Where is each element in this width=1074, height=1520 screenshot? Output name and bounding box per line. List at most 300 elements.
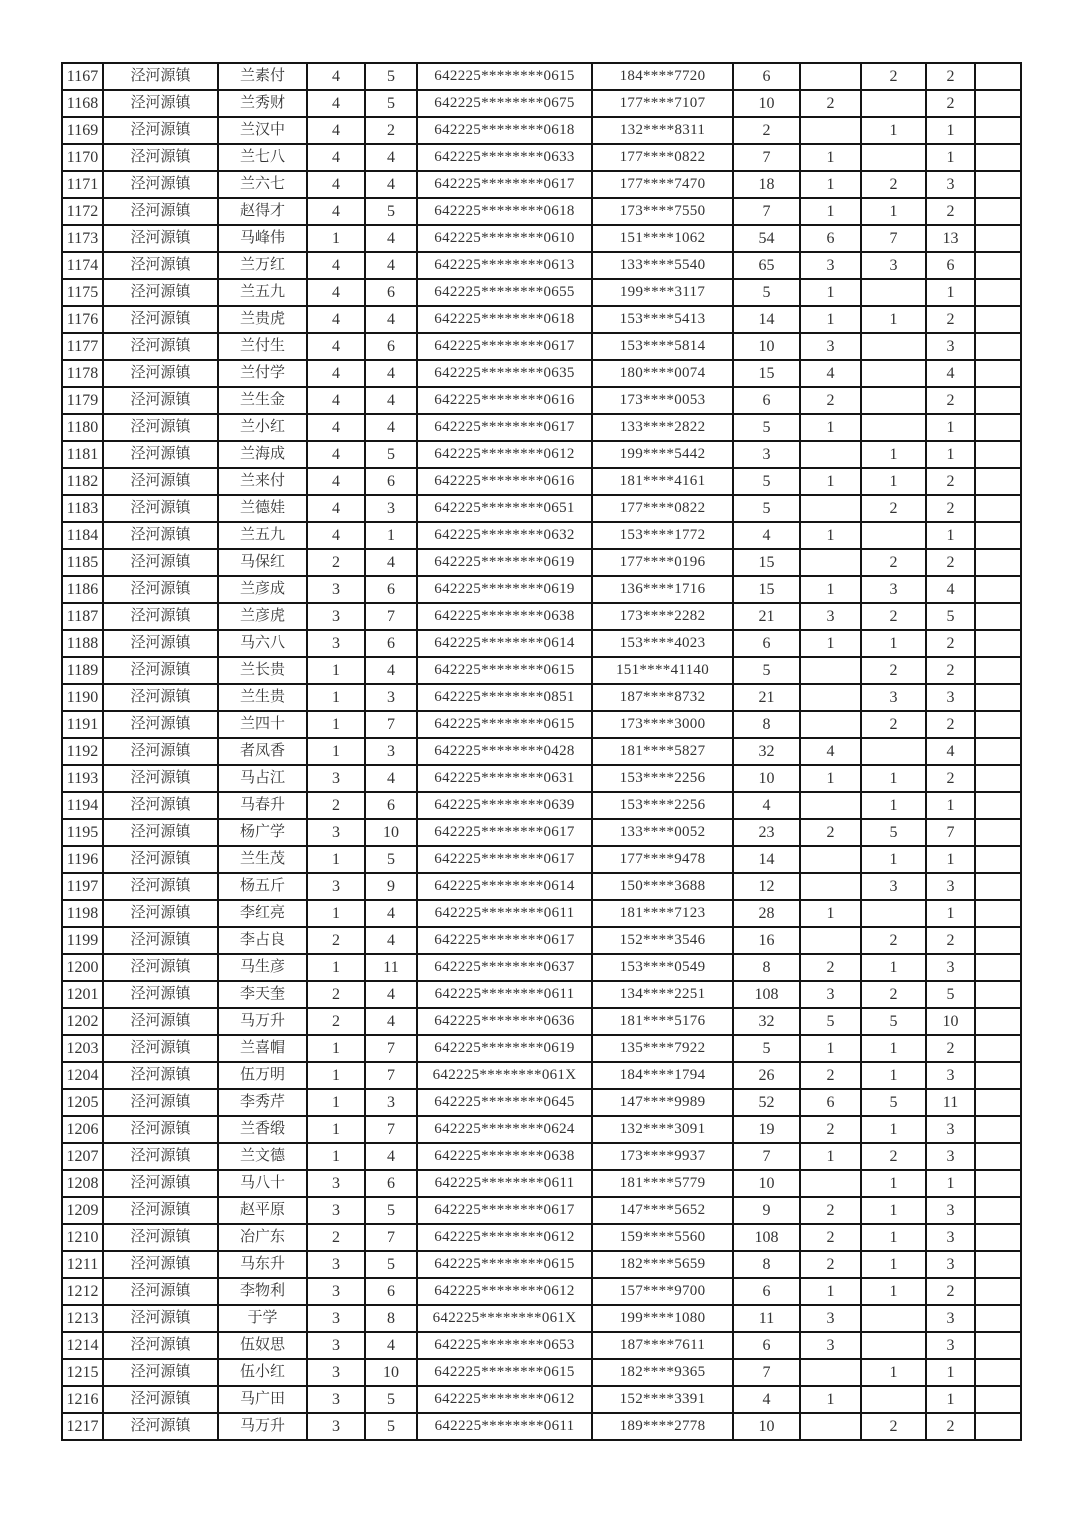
table-cell-val3 xyxy=(861,387,926,414)
table-cell-val2: 1 xyxy=(800,414,861,441)
table-cell-name: 伍奴思 xyxy=(218,1332,307,1359)
table-cell-count1: 4 xyxy=(307,63,365,90)
table-cell-count1: 3 xyxy=(307,819,365,846)
table-cell-val1: 6 xyxy=(733,630,800,657)
table-cell-name: 马保红 xyxy=(218,549,307,576)
table-cell-count2: 5 xyxy=(365,1197,417,1224)
table-cell-phone_masked: 153****0549 xyxy=(592,954,733,981)
table-row xyxy=(62,90,1021,117)
table-cell-name: 李天奎 xyxy=(218,981,307,1008)
table-cell-township: 泾河源镇 xyxy=(103,252,218,279)
table-cell-val3: 2 xyxy=(861,981,926,1008)
table-cell-empty xyxy=(975,1170,1021,1197)
table-cell-township: 泾河源镇 xyxy=(103,306,218,333)
table-cell-id_masked: 642225********0638 xyxy=(417,1143,592,1170)
table-cell-count2: 5 xyxy=(365,1251,417,1278)
table-cell-val3: 2 xyxy=(861,1143,926,1170)
table-cell-val2 xyxy=(800,63,861,90)
table-cell-val3 xyxy=(861,738,926,765)
table-cell-index: 1190 xyxy=(62,684,103,711)
table-row xyxy=(62,1008,1021,1035)
table-cell-empty xyxy=(975,576,1021,603)
table-row xyxy=(62,846,1021,873)
table-cell-val1: 5 xyxy=(733,468,800,495)
table-row xyxy=(62,1035,1021,1062)
table-cell-count2: 4 xyxy=(365,144,417,171)
table-row xyxy=(62,657,1021,684)
table-cell-township: 泾河源镇 xyxy=(103,1359,218,1386)
table-cell-name: 兰付学 xyxy=(218,360,307,387)
table-cell-count1: 4 xyxy=(307,333,365,360)
table-cell-val3: 3 xyxy=(861,252,926,279)
table-cell-val2: 1 xyxy=(800,468,861,495)
table-cell-township: 泾河源镇 xyxy=(103,144,218,171)
table-cell-count2: 4 xyxy=(365,387,417,414)
table-cell-val1: 6 xyxy=(733,1278,800,1305)
table-cell-empty xyxy=(975,414,1021,441)
table-cell-count1: 1 xyxy=(307,846,365,873)
table-cell-empty xyxy=(975,684,1021,711)
table-cell-val2: 1 xyxy=(800,171,861,198)
table-cell-index: 1188 xyxy=(62,630,103,657)
table-cell-val3: 1 xyxy=(861,1116,926,1143)
table-cell-name: 兰六七 xyxy=(218,171,307,198)
table-cell-val4: 2 xyxy=(926,63,975,90)
table-cell-index: 1207 xyxy=(62,1143,103,1170)
table-cell-phone_masked: 177****7107 xyxy=(592,90,733,117)
table-cell-id_masked: 642225********0624 xyxy=(417,1116,592,1143)
table-row xyxy=(62,1116,1021,1143)
table-cell-val4: 1 xyxy=(926,117,975,144)
table-cell-count2: 4 xyxy=(365,900,417,927)
table-cell-id_masked: 642225********0615 xyxy=(417,1251,592,1278)
table-cell-index: 1196 xyxy=(62,846,103,873)
table-cell-count2: 6 xyxy=(365,792,417,819)
table-row xyxy=(62,684,1021,711)
table-cell-val1: 16 xyxy=(733,927,800,954)
table-cell-val4: 2 xyxy=(926,927,975,954)
table-cell-val4: 3 xyxy=(926,1251,975,1278)
table-cell-val1: 7 xyxy=(733,1359,800,1386)
table-cell-val2 xyxy=(800,684,861,711)
table-cell-count1: 4 xyxy=(307,387,365,414)
table-cell-val3: 7 xyxy=(861,225,926,252)
table-row xyxy=(62,873,1021,900)
table-cell-id_masked: 642225********0619 xyxy=(417,576,592,603)
table-cell-val3: 2 xyxy=(861,1413,926,1440)
table-cell-empty xyxy=(975,657,1021,684)
table-cell-index: 1176 xyxy=(62,306,103,333)
table-cell-count1: 2 xyxy=(307,927,365,954)
table-cell-val3: 2 xyxy=(861,171,926,198)
table-cell-val1: 5 xyxy=(733,495,800,522)
table-cell-val1: 8 xyxy=(733,711,800,738)
table-cell-index: 1173 xyxy=(62,225,103,252)
table-cell-val1: 52 xyxy=(733,1089,800,1116)
table-cell-phone_masked: 189****2778 xyxy=(592,1413,733,1440)
table-cell-index: 1213 xyxy=(62,1305,103,1332)
table-cell-val4: 3 xyxy=(926,1116,975,1143)
table-cell-val4: 2 xyxy=(926,90,975,117)
table-cell-val4: 7 xyxy=(926,819,975,846)
table-cell-index: 1191 xyxy=(62,711,103,738)
table-cell-township: 泾河源镇 xyxy=(103,684,218,711)
table-cell-val4: 2 xyxy=(926,549,975,576)
table-cell-val4: 3 xyxy=(926,1062,975,1089)
table-cell-id_masked: 642225********0612 xyxy=(417,1224,592,1251)
table-cell-id_masked: 642225********0618 xyxy=(417,306,592,333)
table-cell-val2 xyxy=(800,711,861,738)
table-cell-val2: 1 xyxy=(800,900,861,927)
table-cell-count1: 1 xyxy=(307,1143,365,1170)
table-row xyxy=(62,819,1021,846)
table-cell-val4: 4 xyxy=(926,738,975,765)
table-cell-empty xyxy=(975,117,1021,144)
table-cell-count1: 2 xyxy=(307,1224,365,1251)
table-row xyxy=(62,1332,1021,1359)
scanned-page xyxy=(61,62,1022,1441)
table-cell-val3: 1 xyxy=(861,441,926,468)
table-cell-val3: 1 xyxy=(861,198,926,225)
table-cell-val3 xyxy=(861,522,926,549)
table-cell-count1: 3 xyxy=(307,1386,365,1413)
table-cell-val3 xyxy=(861,1386,926,1413)
table-cell-count2: 4 xyxy=(365,171,417,198)
table-cell-township: 泾河源镇 xyxy=(103,900,218,927)
table-cell-val2: 1 xyxy=(800,1035,861,1062)
table-row xyxy=(62,765,1021,792)
table-cell-val1: 9 xyxy=(733,1197,800,1224)
table-cell-id_masked: 642225********0636 xyxy=(417,1008,592,1035)
table-cell-val4: 2 xyxy=(926,198,975,225)
table-cell-count2: 4 xyxy=(365,1332,417,1359)
table-cell-val1: 8 xyxy=(733,954,800,981)
table-cell-phone_masked: 153****5413 xyxy=(592,306,733,333)
table-cell-val3 xyxy=(861,90,926,117)
table-cell-phone_masked: 152****3546 xyxy=(592,927,733,954)
table-cell-name: 兰彦成 xyxy=(218,576,307,603)
table-cell-phone_masked: 152****3391 xyxy=(592,1386,733,1413)
table-cell-township: 泾河源镇 xyxy=(103,1413,218,1440)
table-cell-empty xyxy=(975,954,1021,981)
table-cell-val2 xyxy=(800,495,861,522)
table-cell-id_masked: 642225********0655 xyxy=(417,279,592,306)
table-cell-val4: 1 xyxy=(926,279,975,306)
table-cell-id_masked: 642225********0611 xyxy=(417,900,592,927)
table-cell-val2: 2 xyxy=(800,1251,861,1278)
table-cell-name: 马东升 xyxy=(218,1251,307,1278)
table-row xyxy=(62,144,1021,171)
table-cell-index: 1187 xyxy=(62,603,103,630)
table-cell-count1: 3 xyxy=(307,1278,365,1305)
table-cell-count2: 6 xyxy=(365,576,417,603)
table-cell-phone_masked: 147****5652 xyxy=(592,1197,733,1224)
table-cell-id_masked: 642225********0615 xyxy=(417,63,592,90)
table-cell-id_masked: 642225********0612 xyxy=(417,1278,592,1305)
table-cell-val4: 3 xyxy=(926,1197,975,1224)
table-cell-id_masked: 642225********0617 xyxy=(417,1197,592,1224)
table-cell-id_masked: 642225********0614 xyxy=(417,873,592,900)
table-cell-phone_masked: 173****3000 xyxy=(592,711,733,738)
table-cell-count2: 8 xyxy=(365,1305,417,1332)
table-cell-phone_masked: 151****1062 xyxy=(592,225,733,252)
table-cell-name: 兰海成 xyxy=(218,441,307,468)
table-cell-val2: 6 xyxy=(800,1089,861,1116)
table-cell-count1: 3 xyxy=(307,1332,365,1359)
table-cell-id_masked: 642225********0638 xyxy=(417,603,592,630)
table-cell-val1: 10 xyxy=(733,90,800,117)
table-row xyxy=(62,1386,1021,1413)
table-cell-count1: 4 xyxy=(307,279,365,306)
table-cell-val4: 1 xyxy=(926,1170,975,1197)
table-cell-id_masked: 642225********0611 xyxy=(417,1170,592,1197)
table-cell-phone_masked: 177****7470 xyxy=(592,171,733,198)
table-cell-township: 泾河源镇 xyxy=(103,1089,218,1116)
table-cell-val4: 2 xyxy=(926,1278,975,1305)
table-cell-val2 xyxy=(800,441,861,468)
table-cell-val1: 6 xyxy=(733,1332,800,1359)
table-row xyxy=(62,1170,1021,1197)
table-cell-index: 1197 xyxy=(62,873,103,900)
table-cell-val1: 26 xyxy=(733,1062,800,1089)
table-cell-index: 1177 xyxy=(62,333,103,360)
table-cell-val2: 2 xyxy=(800,1116,861,1143)
table-cell-val3 xyxy=(861,279,926,306)
table-cell-township: 泾河源镇 xyxy=(103,1116,218,1143)
table-cell-phone_masked: 133****5540 xyxy=(592,252,733,279)
table-cell-val1: 6 xyxy=(733,63,800,90)
table-cell-phone_masked: 184****1794 xyxy=(592,1062,733,1089)
table-cell-index: 1210 xyxy=(62,1224,103,1251)
table-cell-id_masked: 642225********061X xyxy=(417,1305,592,1332)
table-row xyxy=(62,198,1021,225)
table-cell-name: 兰香缎 xyxy=(218,1116,307,1143)
table-cell-name: 兰德娃 xyxy=(218,495,307,522)
table-cell-phone_masked: 199****1080 xyxy=(592,1305,733,1332)
table-cell-val2: 1 xyxy=(800,522,861,549)
table-cell-empty xyxy=(975,468,1021,495)
table-cell-count1: 3 xyxy=(307,765,365,792)
table-row xyxy=(62,738,1021,765)
table-cell-index: 1201 xyxy=(62,981,103,1008)
table-cell-val4: 3 xyxy=(926,1224,975,1251)
table-cell-val4: 2 xyxy=(926,1413,975,1440)
table-cell-count2: 4 xyxy=(365,1008,417,1035)
table-cell-empty xyxy=(975,927,1021,954)
table-cell-count1: 4 xyxy=(307,441,365,468)
table-cell-count1: 3 xyxy=(307,576,365,603)
table-cell-count1: 1 xyxy=(307,1062,365,1089)
table-cell-empty xyxy=(975,198,1021,225)
table-cell-count1: 4 xyxy=(307,117,365,144)
table-cell-count1: 3 xyxy=(307,1251,365,1278)
table-cell-township: 泾河源镇 xyxy=(103,225,218,252)
table-cell-phone_masked: 177****9478 xyxy=(592,846,733,873)
table-cell-index: 1215 xyxy=(62,1359,103,1386)
table-cell-val2: 2 xyxy=(800,1197,861,1224)
table-cell-val4: 13 xyxy=(926,225,975,252)
table-cell-val2: 1 xyxy=(800,306,861,333)
table-cell-count1: 1 xyxy=(307,225,365,252)
roster-table-body xyxy=(62,63,1021,1440)
table-cell-empty xyxy=(975,819,1021,846)
table-cell-count1: 4 xyxy=(307,306,365,333)
table-cell-name: 兰生茂 xyxy=(218,846,307,873)
table-cell-val2: 1 xyxy=(800,198,861,225)
table-cell-empty xyxy=(975,1116,1021,1143)
table-row xyxy=(62,1413,1021,1440)
table-cell-count1: 3 xyxy=(307,603,365,630)
table-cell-val3 xyxy=(861,333,926,360)
table-row xyxy=(62,630,1021,657)
table-cell-count1: 1 xyxy=(307,954,365,981)
table-cell-count2: 6 xyxy=(365,333,417,360)
table-cell-id_masked: 642225********0613 xyxy=(417,252,592,279)
table-cell-count1: 2 xyxy=(307,792,365,819)
table-cell-val3: 2 xyxy=(861,711,926,738)
table-row xyxy=(62,1251,1021,1278)
table-cell-val3 xyxy=(861,1305,926,1332)
table-cell-val2: 4 xyxy=(800,738,861,765)
table-cell-empty xyxy=(975,63,1021,90)
table-cell-empty xyxy=(975,603,1021,630)
table-cell-val3: 3 xyxy=(861,684,926,711)
table-cell-index: 1192 xyxy=(62,738,103,765)
table-cell-val4: 3 xyxy=(926,954,975,981)
table-cell-name: 伍小红 xyxy=(218,1359,307,1386)
table-cell-index: 1167 xyxy=(62,63,103,90)
table-cell-count2: 5 xyxy=(365,441,417,468)
table-cell-index: 1171 xyxy=(62,171,103,198)
table-cell-val3: 3 xyxy=(861,576,926,603)
table-cell-id_masked: 642225********0645 xyxy=(417,1089,592,1116)
table-cell-val2: 3 xyxy=(800,981,861,1008)
table-cell-township: 泾河源镇 xyxy=(103,1197,218,1224)
table-cell-val4: 2 xyxy=(926,711,975,738)
table-cell-val4: 1 xyxy=(926,441,975,468)
table-cell-empty xyxy=(975,873,1021,900)
table-cell-val3: 1 xyxy=(861,1359,926,1386)
table-cell-val1: 7 xyxy=(733,198,800,225)
table-cell-empty xyxy=(975,495,1021,522)
table-cell-val2: 4 xyxy=(800,360,861,387)
table-cell-township: 泾河源镇 xyxy=(103,603,218,630)
table-cell-empty xyxy=(975,792,1021,819)
table-cell-name: 兰付生 xyxy=(218,333,307,360)
table-cell-count2: 10 xyxy=(365,1359,417,1386)
table-cell-val1: 28 xyxy=(733,900,800,927)
table-cell-township: 泾河源镇 xyxy=(103,792,218,819)
table-cell-index: 1216 xyxy=(62,1386,103,1413)
table-cell-index: 1193 xyxy=(62,765,103,792)
table-cell-val3: 1 xyxy=(861,954,926,981)
table-cell-val4: 5 xyxy=(926,603,975,630)
table-cell-id_masked: 642225********0618 xyxy=(417,117,592,144)
table-cell-id_masked: 642225********0617 xyxy=(417,171,592,198)
table-cell-id_masked: 642225********0614 xyxy=(417,630,592,657)
table-cell-id_masked: 642225********0635 xyxy=(417,360,592,387)
table-cell-township: 泾河源镇 xyxy=(103,630,218,657)
table-cell-township: 泾河源镇 xyxy=(103,738,218,765)
table-cell-val3: 2 xyxy=(861,603,926,630)
table-cell-township: 泾河源镇 xyxy=(103,981,218,1008)
table-cell-index: 1178 xyxy=(62,360,103,387)
table-cell-empty xyxy=(975,1035,1021,1062)
table-cell-val2: 2 xyxy=(800,954,861,981)
table-cell-empty xyxy=(975,765,1021,792)
table-cell-empty xyxy=(975,1143,1021,1170)
table-row xyxy=(62,1197,1021,1224)
table-cell-name: 马广田 xyxy=(218,1386,307,1413)
table-cell-township: 泾河源镇 xyxy=(103,1251,218,1278)
table-cell-count1: 4 xyxy=(307,198,365,225)
table-cell-phone_masked: 177****0822 xyxy=(592,495,733,522)
table-cell-index: 1186 xyxy=(62,576,103,603)
table-cell-township: 泾河源镇 xyxy=(103,333,218,360)
table-cell-empty xyxy=(975,1305,1021,1332)
table-cell-name: 李红亮 xyxy=(218,900,307,927)
table-cell-index: 1203 xyxy=(62,1035,103,1062)
table-cell-val4: 1 xyxy=(926,414,975,441)
table-cell-id_masked: 642225********0610 xyxy=(417,225,592,252)
table-cell-township: 泾河源镇 xyxy=(103,171,218,198)
table-cell-township: 泾河源镇 xyxy=(103,1062,218,1089)
table-cell-empty xyxy=(975,981,1021,1008)
table-cell-index: 1200 xyxy=(62,954,103,981)
table-cell-id_masked: 642225********0611 xyxy=(417,1413,592,1440)
table-cell-val4: 2 xyxy=(926,468,975,495)
table-cell-count2: 6 xyxy=(365,1278,417,1305)
table-cell-name: 杨五斤 xyxy=(218,873,307,900)
table-cell-empty xyxy=(975,1008,1021,1035)
table-cell-index: 1208 xyxy=(62,1170,103,1197)
table-cell-township: 泾河源镇 xyxy=(103,90,218,117)
table-cell-val2: 1 xyxy=(800,630,861,657)
table-cell-index: 1189 xyxy=(62,657,103,684)
table-cell-val4: 3 xyxy=(926,684,975,711)
table-cell-val1: 10 xyxy=(733,333,800,360)
table-cell-count1: 4 xyxy=(307,468,365,495)
table-cell-name: 李秀芹 xyxy=(218,1089,307,1116)
table-cell-val1: 5 xyxy=(733,1035,800,1062)
table-cell-val1: 4 xyxy=(733,522,800,549)
table-cell-phone_masked: 187****7611 xyxy=(592,1332,733,1359)
table-cell-val1: 19 xyxy=(733,1116,800,1143)
table-cell-phone_masked: 153****2256 xyxy=(592,765,733,792)
table-cell-count2: 7 xyxy=(365,603,417,630)
table-cell-phone_masked: 173****9937 xyxy=(592,1143,733,1170)
table-cell-val2 xyxy=(800,1413,861,1440)
table-cell-township: 泾河源镇 xyxy=(103,1278,218,1305)
table-cell-val2: 3 xyxy=(800,1305,861,1332)
table-cell-val3: 1 xyxy=(861,1278,926,1305)
table-cell-val3 xyxy=(861,360,926,387)
table-cell-phone_masked: 153****2256 xyxy=(592,792,733,819)
table-cell-val4: 3 xyxy=(926,1332,975,1359)
table-cell-count1: 3 xyxy=(307,630,365,657)
table-cell-val2: 5 xyxy=(800,1008,861,1035)
table-cell-val4: 1 xyxy=(926,846,975,873)
table-cell-count2: 7 xyxy=(365,1116,417,1143)
table-cell-val2: 3 xyxy=(800,603,861,630)
table-cell-phone_masked: 151****41140 xyxy=(592,657,733,684)
table-cell-empty xyxy=(975,1224,1021,1251)
table-cell-empty xyxy=(975,144,1021,171)
table-cell-val1: 3 xyxy=(733,441,800,468)
table-cell-count1: 3 xyxy=(307,873,365,900)
table-cell-phone_masked: 199****5442 xyxy=(592,441,733,468)
table-cell-count2: 4 xyxy=(365,414,417,441)
